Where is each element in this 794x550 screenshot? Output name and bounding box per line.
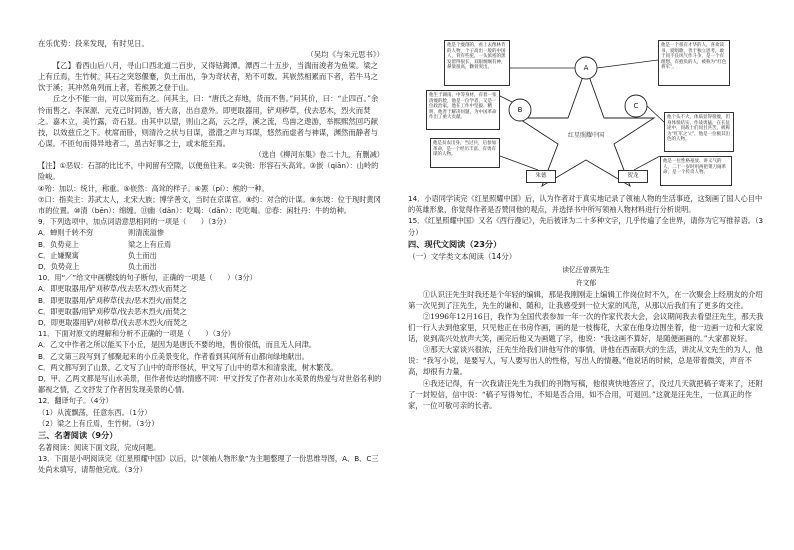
q9-option-d[interactable]: D．负势竞上 负土而出 xyxy=(38,261,157,271)
mind-map-diagram xyxy=(408,38,764,190)
article-para-2: ②1996年12月16日，我作为全国代表参加一年一次的作家代表大会，会议期间我去看望汪先生，那天我们一行人去到他家里，只见他正在书房作画，画的是一枝梅花，大家在他身边围坐着，他一边画一边和大家说话，说到高兴处放声大笑，画完后他又为画题了字，他说：“我这画不算好，是随便画画的。”大家都说好。 xyxy=(408,312,764,344)
left-column xyxy=(38,38,384,476)
box-mid-right: 他个头不大，体质显得很瘦，但身体很结实，作战勇猛，在长征途中，同战士们同甘共苦，被称为“红军之父”，他是一位极其出色的人物。 xyxy=(664,112,734,152)
q10-option-c[interactable]: C．即更取器/用铲刈秽草/伐去恶木烈火/而焚之 xyxy=(38,306,187,316)
article-para-3: ③那天大家谈兴很浓，汪先生给我们讲他写作的事情，讲他在西南联大的生活，讲沈从文先生的为人，他说：“我写小说，是要写人，写人要写出人的性格，写出人的情趣。”他说话的时候，总是带着微笑，声音不高，却很有力量。 xyxy=(408,345,763,377)
line-zhude xyxy=(500,156,538,170)
box-top-left: 他是个瘦削的，看上去像林肯的人物，个子高出一般的中国人，背有些驼，一头浓密的黑发留得很长，双眼炯炯有神，鼻梁很高，颧骨突出。 xyxy=(444,40,510,86)
note-3: ⑦口：指卖主：苏武太人，北宋大族；博学善文，当时在京谋官。⑧约：对合的计谋。⑨东坡：位于现时黄冈市的位置。⑩清（bēn）：绵缠。⑪幽（dān）：吃喝：（dān）：吃吃喝。⑫春：闲牡丹：牛的幼种。 xyxy=(38,194,381,215)
article-title: 读忆汪曾祺先生 xyxy=(562,265,610,274)
q9-option-b[interactable]: B．负势竞上 梁之上有丘焉 xyxy=(38,239,172,249)
note-1: 【注】①恶奴：石部的比比不，中间留有空隙，以便鱼往来。②尖锐：形容石头高耸。③嵌（qiān）：山岭的险峻。 xyxy=(38,161,379,182)
center-label: 红星照耀中国 xyxy=(567,132,604,139)
q11-option-c[interactable]: C．两文都写到了山景，乙文写了山中的奇形怪状，甲文写了山中的草木和清泉流，树木繁茂。 xyxy=(38,362,338,372)
q12-item-2: （2）梁之上有丘焉，生竹树。（3分） xyxy=(38,418,159,428)
source-1: （吴均《与朱元思书》） xyxy=(306,50,384,60)
section-3-desc: 名著阅读：阅读下面文段，完成问题。 xyxy=(38,443,161,453)
star-shape xyxy=(518,68,654,186)
node-zhude: 朱德 xyxy=(526,170,556,183)
section-4-subheading: （一）文学类文本阅读（14分） xyxy=(408,251,517,261)
question-9: 9．下列选项中，加点词语意思相同的一项是（ ）（3分） xyxy=(38,217,231,227)
line-c xyxy=(647,106,664,122)
article-author: 许文郁 xyxy=(575,278,597,287)
section-4-heading: 四、现代文阅读（23分） xyxy=(408,238,502,249)
section-3-heading: 三、名著阅读（9分） xyxy=(38,430,118,441)
box-top-right: 他是一个很有才华的人，喜欢读书，爱唱歌，善于独立思考，敢于同不良风气作斗争，是一个有理想、有抱负的人，被称为“红色将军”。 xyxy=(658,40,730,86)
right-column xyxy=(408,38,764,411)
line-b xyxy=(500,96,512,102)
question-11: 11．下面对原文的理解和分析不正确的一项是（ ）（3分） xyxy=(38,329,235,339)
question-10: 10．用“／”给文中画横线的句子断句，正确的一项是（ ）（3分） xyxy=(38,273,257,283)
node-b-label[interactable]: B xyxy=(517,106,523,114)
question-15: 15．《红星照耀中国》又名《西行漫记》，先后被译为二十多种文字，几乎传遍了全世界，请你为它写推荐语。（3分） xyxy=(408,216,764,237)
q9-options xyxy=(38,227,384,272)
q11-option-b[interactable]: B．乙文第三段写到了郁聚起来的小丘美景变化，作者看到其间所有山都向绿地献出。 xyxy=(38,351,309,361)
node-c-label[interactable]: C xyxy=(633,102,639,110)
node-helong: 贺龙 xyxy=(618,170,648,183)
line-helong xyxy=(634,156,660,170)
passage-b-p1: 【乙】看西山后八月，寻山口西北道二百步，又得钴鉧潭。潭西二十五步，当湍而浚者为鱼梁。梁之上有丘焉，生竹树。其石之突怒偃蹇，负土而出，争为奇状者，殆不可数。其嵚然相累而下者，若牛马之饮于溪；其冲然角列而上者，若熊罴之登于山。 xyxy=(38,61,378,93)
q12-item-1: （1）从流飘荡，任意东西。（1分） xyxy=(38,407,152,417)
q9-option-a[interactable]: A．蝉则千转不穷 则清流溢惨 xyxy=(38,228,164,238)
article-para-1: ①认识汪先生时我还是个年轻的编辑，那是我刚刚走上编辑工作岗位时不久，在一次聚会上经朋友的介绍第一次见到了汪先生，先生的谦和、随和，让我感受到一位大家的风范，从那以后我们有了更多的交往。 xyxy=(408,289,763,310)
q10-option-a[interactable]: A．即更取器用/铲刈秽草/伐去恶木/烈火而焚之 xyxy=(38,284,187,294)
q11-option-d[interactable]: D．甲、乙两文都是写山水美景，但作者传达的情感不同：甲文抒发了作者对山水美景的热爱与对世俗名利的鄙视之情，乙文抒发了作者因发现美景的心情。 xyxy=(38,374,382,395)
passage-a-tail: 在乐优势：段来发现，有时见日。 xyxy=(38,39,149,48)
node-a-label[interactable]: A xyxy=(583,64,589,72)
note-2: ④殆：加以：统计，称重。⑤嵚然：高耸的样子。⑥罴（pí）：熊的一种。 xyxy=(38,183,269,193)
box-bot-right: 他是一位性格豪放、讲义气的人，二十一岁时用两把菜刀闹革命，是一个传奇人物。 xyxy=(660,156,732,186)
question-13: 13．下面是小明阅读完《红星照耀中国》以后，以“领袖人物形象”为主题整理了一份思维导图，A、B、C三处尚未填写，请帮他完成。（3分） xyxy=(38,454,379,475)
q9-option-c[interactable]: C．止嫌聚寓 负土而出 xyxy=(38,250,157,260)
q11-option-a[interactable]: A．乙文中作者之所以能买下小丘，是因为是唐氏不要的地，售价很低，而且无人问津。 xyxy=(38,340,317,350)
question-12: 12．翻译句子。（4分） xyxy=(38,396,113,406)
q10-option-d[interactable]: D．即更取器用铲/刈秽草/伐去恶木烈火/而焚之 xyxy=(38,317,188,327)
question-14: 14．小语同学读完《红星照耀中国》后，认为作者对于真实地记录了领袖人物的生活事迹，这刻画了国人心目中的英雄形象，你觉得作者是否赞同他的观点，并选择书中所写领袖人物材料进行分析说明。 xyxy=(408,194,763,215)
q10-option-b[interactable]: B．即更取器用/铲刈秽草伐去/恶木烈火/而焚之 xyxy=(38,295,187,305)
box-mid-left: 他生于湖南，中等身材，有着一张清瘦的脸，他是一位学者，又是一位政治家，他在工作中坚毅、精明，他善于解决问题，为中国革命作出了重大贡献。 xyxy=(426,90,500,130)
article-para-4: ④我还记得，有一次我请汪先生为我们的刊物写稿，他很爽快地答应了，没过几天就把稿子寄来了，还附了一封短信，信中说：“稿子写得匆忙，不知是否合用，如不合用，可退回。”这就是汪先生，一位真正的作家，一位可敬可亲的长者。 xyxy=(408,378,763,410)
line-a-right xyxy=(597,60,658,68)
passage-b-p2: 丘之小不能一亩，可以笼而有之。问其主，曰：“唐氏之弃地，货而不售。”问其价，曰：“止四百。”余怜而售之。李深源、元克己时同游，皆大喜，出自意外。即更取器用，铲刈秽草，伐去恶木，烈火而焚之。嘉木立，美竹露，奇石显。由其中以望，则山之高，云之浮，溪之流，鸟兽之遨游，举熙熙然回巧献技，以效兹丘之下。枕席而卧，则清泠之状与目谋，瀯瀯之声与耳谋，悠然而虚者与神谋，渊然而静者与心谋。不匝旬而得异地者二，虽古好事之士，或未能至焉。 xyxy=(38,94,379,148)
source-2: （选自《柳河东集》卷二十九，有删减） xyxy=(254,149,384,159)
box-bot-left: 他是贫农出身，当过兵，后参加革命，是一个经历丰富、有勇有谋的人物。 xyxy=(430,138,500,168)
